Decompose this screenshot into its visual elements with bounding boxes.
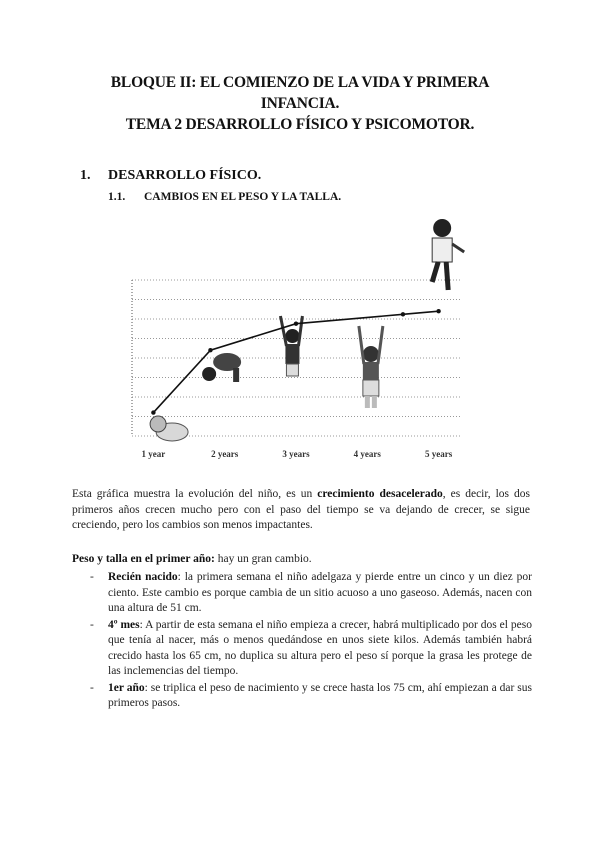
title-line-2: INFANCIA. <box>260 95 340 112</box>
bullet-dash: - <box>90 618 94 631</box>
item-text: : la primera semana el niño adelgaza y pierde entre un cinco y un diez por ciento. Este cambio es porque cambia de un sitio acuoso a uno gaseoso. Además, nacen con una altura de 51 cm. <box>108 571 532 614</box>
data-point <box>151 410 155 414</box>
title-line-1: BLOQUE II: EL COMIENZO DE LA VIDA Y PRIMERA <box>110 74 490 91</box>
item-bold: 4º mes <box>108 618 140 631</box>
x-tick-label: 2 years <box>211 449 239 459</box>
first-year-heading <box>72 552 530 568</box>
item-bold: Recién nacido <box>108 571 178 583</box>
growth-chart <box>110 208 470 473</box>
data-point <box>294 321 298 325</box>
intro-paragraph <box>72 487 530 534</box>
intro-text-after: , es decir, los dos primeros años crecen mucho pero con el paso del tiempo se va dejando de crecer, se sigue creciendo, pero los cambios son menos impactantes. <box>72 488 531 531</box>
x-tick-label: 3 years <box>282 449 310 459</box>
subsection-heading <box>108 191 341 203</box>
list-item <box>72 681 532 712</box>
x-tick-label: 5 years <box>424 449 453 459</box>
data-point <box>401 312 405 316</box>
first-year-text: hay un gran cambio. <box>214 553 312 565</box>
child-figure-icon <box>202 353 241 382</box>
first-year-bold: Peso y talla en el primer año: <box>72 553 215 565</box>
intro-bold: crecimiento desacelerado <box>317 488 443 500</box>
data-point <box>208 348 212 352</box>
page-title <box>60 72 540 135</box>
section-heading <box>80 168 261 184</box>
x-tick-label: 4 years <box>353 449 381 459</box>
subsection-title: CAMBIOS EN EL PESO Y LA TALLA. <box>144 191 342 203</box>
item-bold: 1er año <box>108 681 145 694</box>
child-figure-icon <box>359 326 383 408</box>
title-line-3: TEMA 2 DESARROLLO FÍSICO Y PSICOMOTOR. <box>125 116 475 133</box>
x-tick-label: 1 year <box>141 449 166 459</box>
item-text: : se triplica el peso de nacimiento y se crece hasta los 75 cm, ahí empiezan a dar sus primeros pasos. <box>108 681 532 709</box>
data-point <box>436 309 440 313</box>
intro-text-before: Esta gráfica muestra la evolución del niño, es un <box>72 488 318 500</box>
milestone-list <box>72 570 532 713</box>
list-item <box>72 570 532 617</box>
subsection-number: 1.1. <box>108 191 126 203</box>
bullet-dash: - <box>90 681 94 694</box>
bullet-dash: - <box>90 571 94 583</box>
item-text: : A partir de esta semana el niño empieza a crecer, habrá multiplicado por dos el peso que tenía al nacer, más o menos quedándose en unos siete kilos. Además también habrá crecido hasta los 65 cm, no duplica su altura pero el peso sí porque la grasa les protege de las inclemencias del tiempo. <box>108 618 532 677</box>
section-title: DESARROLLO FÍSICO. <box>108 168 262 183</box>
list-item <box>72 618 532 680</box>
child-figure-icon <box>150 416 188 441</box>
section-number: 1. <box>80 168 91 183</box>
child-figure-icon <box>432 219 464 290</box>
